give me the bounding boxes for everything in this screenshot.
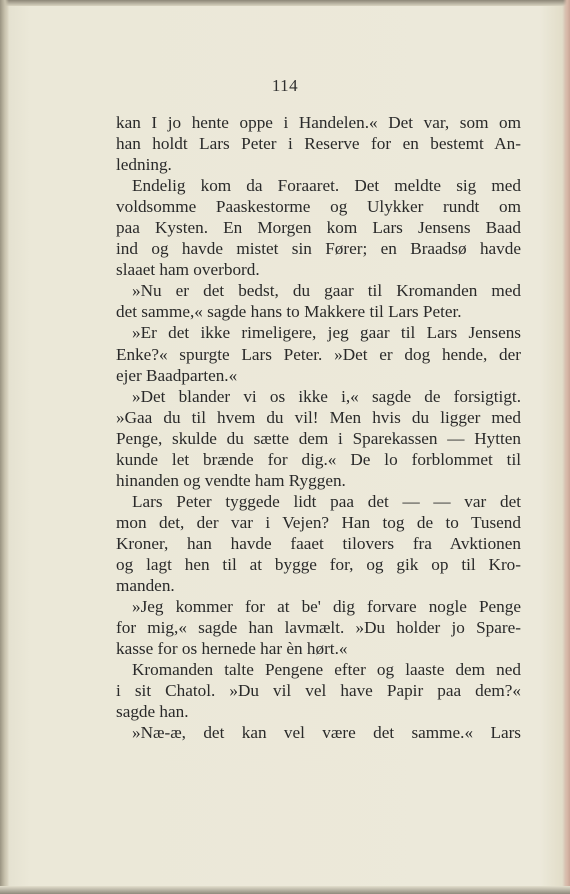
text-line: kasse for os hernede har èn hørt.« [116,639,348,659]
text-line: sagde han. [116,702,189,722]
text-line: kan I jo hente oppe i Handelen.« Det var, som om [116,113,521,132]
text-line: »Gaa du til hvem du vil! Men hvis du ligger med [116,407,521,427]
text-line: »Det blander vi os ikke i,« sagde de forsigtigt. [132,386,521,406]
page-bottom-edge [0,886,570,894]
text-line: mon det, der var i Vejen? Han tog de to Tusend [116,512,521,532]
page-binding-shadow [0,0,9,894]
text-line: han holdt Lars Peter i Reserve for en bestemt An- [116,134,521,154]
text-line: Kroner, han havde faaet tilovers fra Avktionen [116,533,521,553]
page-right-edge [563,0,570,894]
text-line: »Nu er det bedst, du gaar til Kromanden med [132,281,521,301]
text-line: Kromanden talte Pengene efter og laaste dem ned [132,660,521,680]
text-line: voldsomme Paaskestorme og Ulykker rundt om [116,197,521,217]
text-line: ejer Baadparten.« [116,365,238,385]
text-line: »Er det ikke rimeligere, jeg gaar til Lars Jensens [132,323,521,343]
body-text [116,112,521,743]
text-line: manden. [116,576,175,596]
text-line: »Næ-æ, det kan vel være det samme.« Lars [132,723,521,743]
text-line: for mig,« sagde han lavmælt. »Du holder jo Spare- [116,618,521,638]
text-line: ledning. [116,155,172,175]
page-number: 114 [271,76,299,95]
text-line: Endelig kom da Foraaret. Det meldte sig med [132,176,521,196]
text-line: »Jeg kommer for at be' dig forvare nogle Penge [132,597,521,617]
text-line: Enke?« spurgte Lars Peter. »Det er dog hende, der [116,344,521,364]
text-line: Lars Peter tyggede lidt paa det — — var det [132,491,521,511]
page-top-edge [0,0,570,6]
text-line: og lagt hen til at bygge for, og gik op til Kro- [116,554,521,574]
text-line: slaaet ham overbord. [116,260,260,280]
text-line: hinanden og vendte ham Ryggen. [116,470,346,490]
text-line: ind og havde mistet sin Fører; en Braadsø havde [116,239,521,259]
text-line: Penge, skulde du sætte dem i Sparekassen — Hytten [116,428,521,448]
text-line: paa Kysten. En Morgen kom Lars Jensens Baad [116,218,521,238]
text-line: det samme,« sagde hans to Makkere til Lars Peter. [116,302,462,322]
text-line: i sit Chatol. »Du vil vel have Papir paa dem?« [116,681,521,701]
text-line: kunde let brænde for dig.« De lo forblommet til [116,449,521,469]
